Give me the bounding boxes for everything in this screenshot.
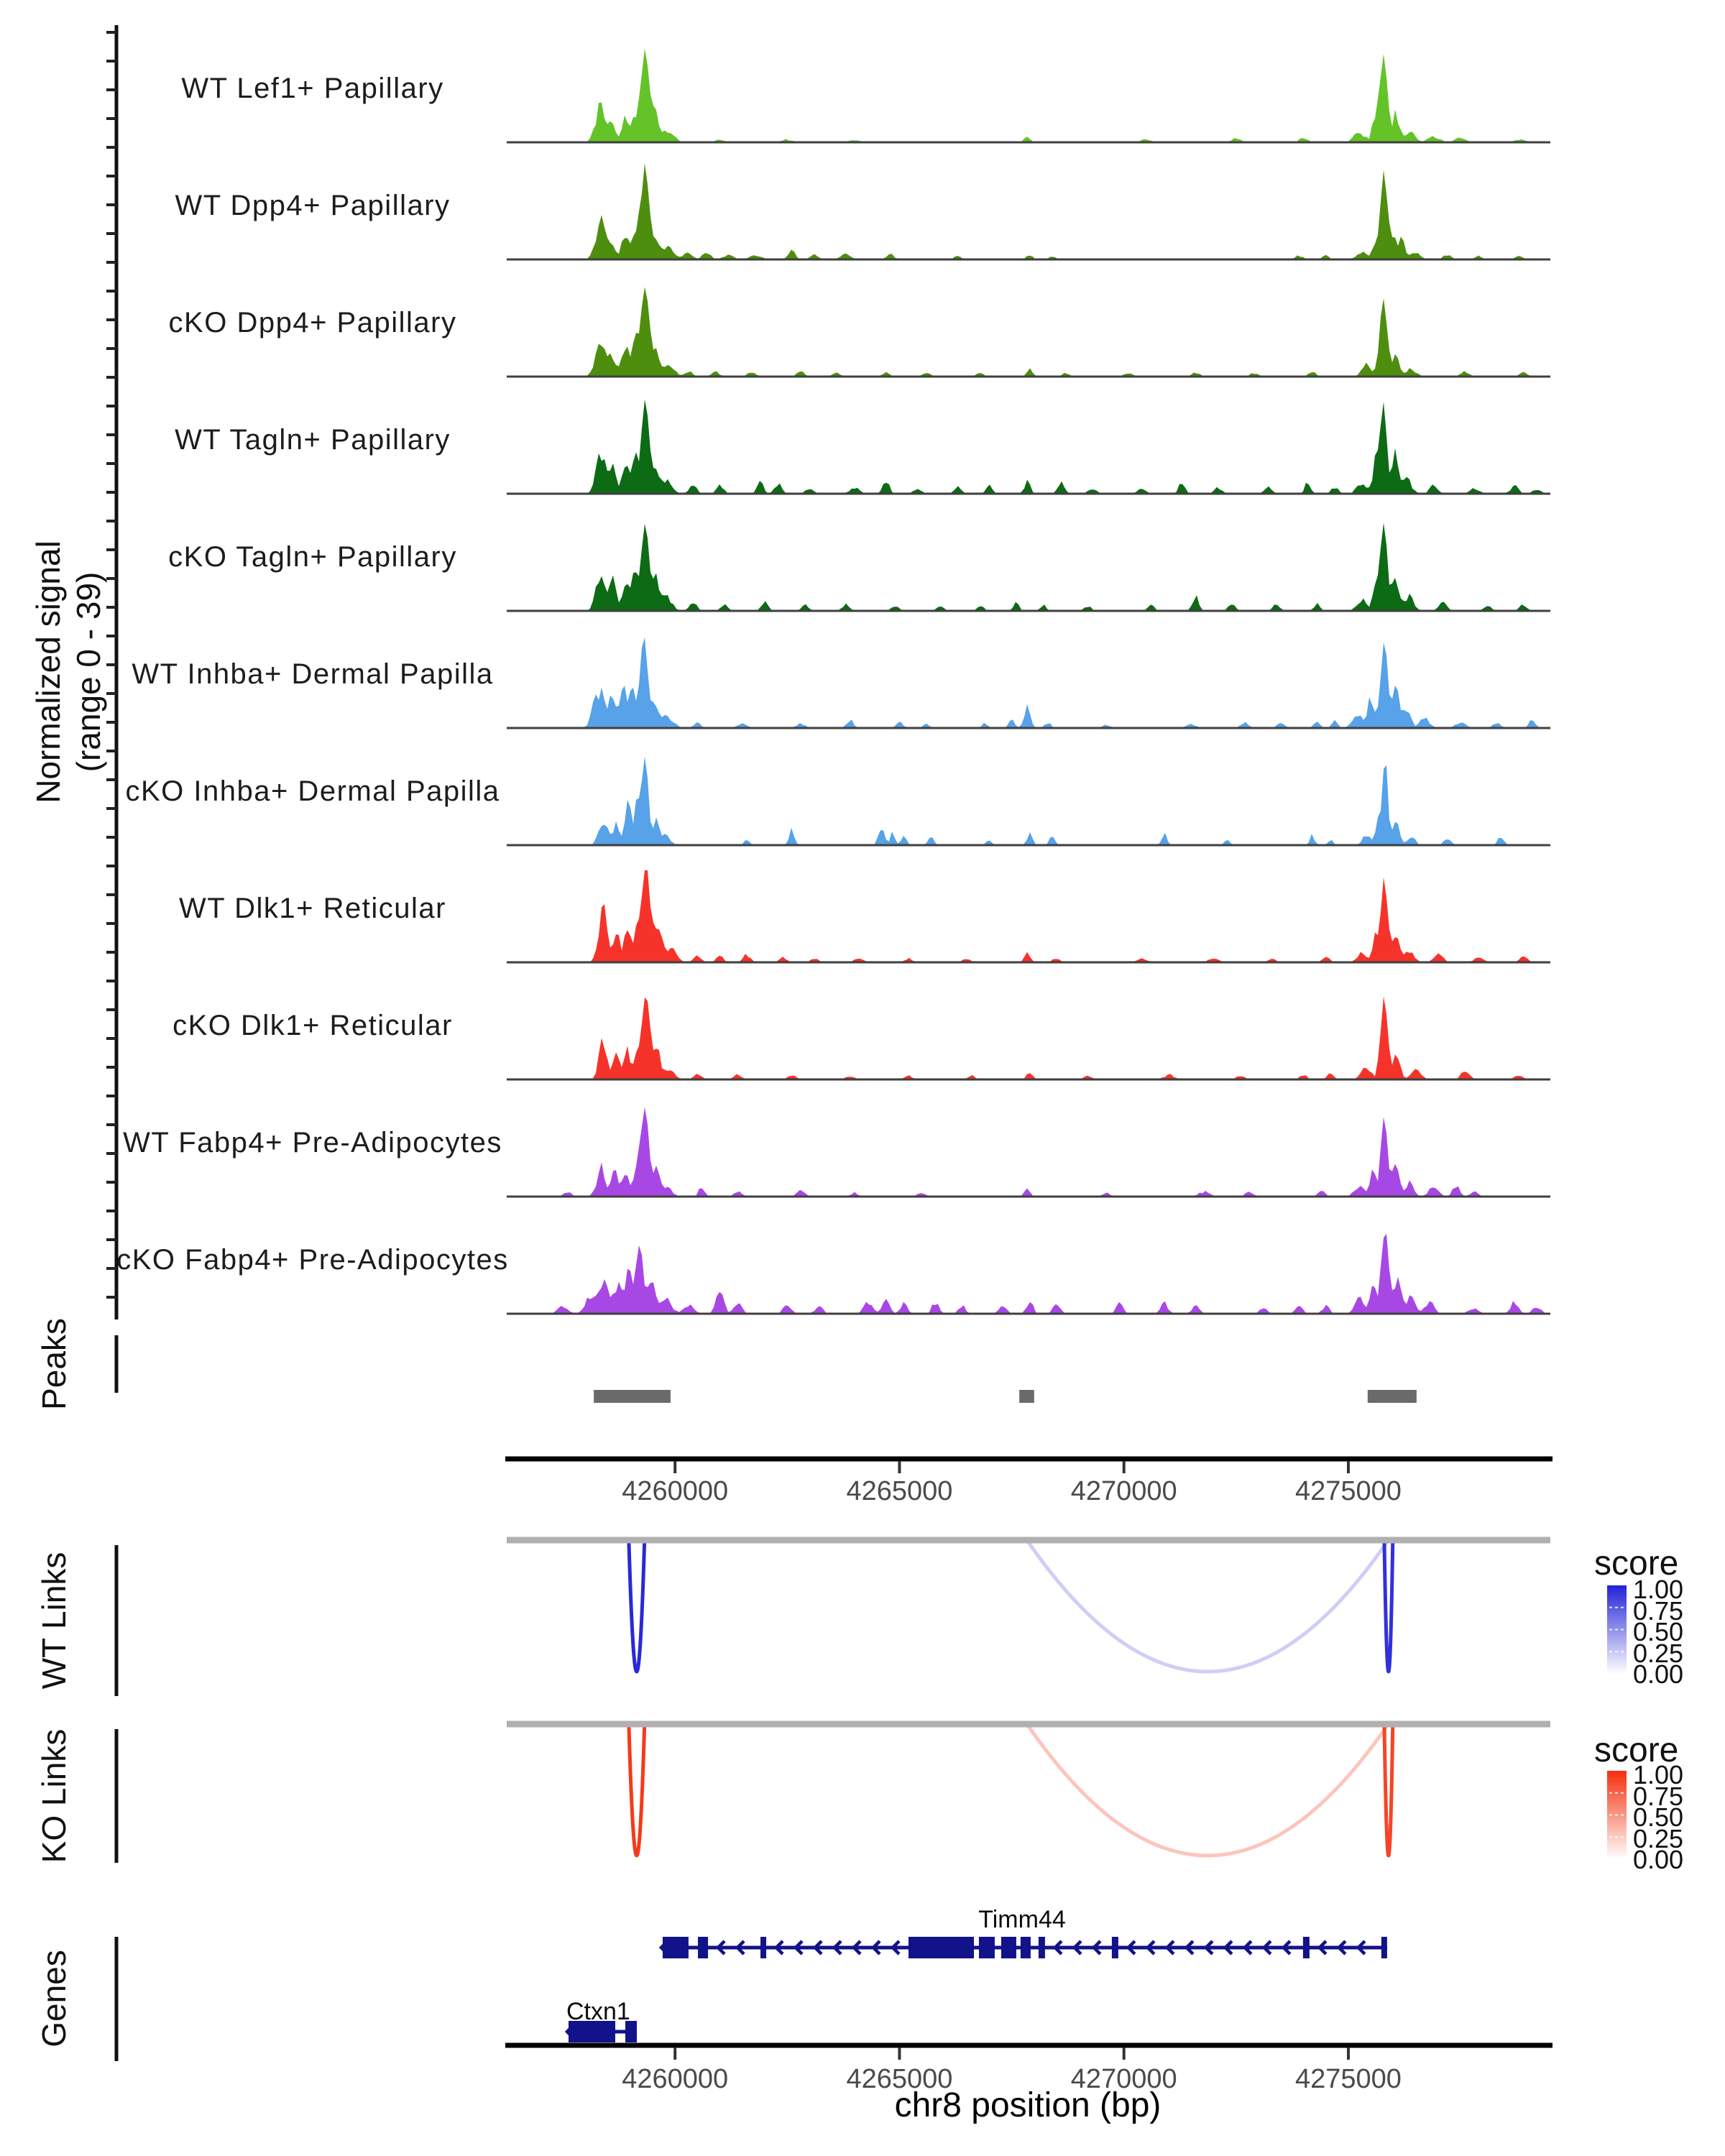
- wt-links-legend-tick-0.75: 0.75: [1633, 1595, 1684, 1626]
- y-axis-label-line1: Normalized signal: [29, 540, 67, 803]
- genes-track: [567, 1937, 1387, 2042]
- ko-links-legend-tick-1.00: 1.00: [1633, 1760, 1684, 1789]
- exon: [1112, 1937, 1118, 1958]
- ko-links-legend-tick-0.00: 0.00: [1633, 1845, 1684, 1874]
- track-label-cko-dpp4-papillary: cKO Dpp4+ Papillary: [168, 307, 457, 338]
- coverage-track-cko-fabp4-pre-adipocytes: [507, 1234, 1550, 1314]
- link-arc: [1384, 1540, 1393, 1672]
- coverage-track-cko-tagln-papillary: [507, 522, 1550, 611]
- genome-axis-tick-4265000: 4265000: [846, 2064, 953, 2094]
- y-axis-label-line2: (range 0 - 39): [70, 571, 107, 773]
- exon: [1039, 1937, 1045, 1958]
- track-label-cko-fabp4-pre-adipocytes: cKO Fabp4+ Pre-Adipocytes: [116, 1244, 509, 1276]
- exon: [1001, 1937, 1016, 1958]
- track-label-cko-inhba-dermal-papilla: cKO Inhba+ Dermal Papilla: [125, 775, 500, 807]
- wt-score-legend-title: score: [1594, 1544, 1679, 1583]
- wt-links-track-label: WT Links: [35, 1552, 73, 1690]
- track-label-wt-fabp4-pre-adipocytes: WT Fabp4+ Pre-Adipocytes: [123, 1127, 502, 1158]
- peak-interval: [1019, 1390, 1034, 1403]
- x-axis-title: chr8 position (bp): [894, 2086, 1162, 2124]
- genes-track-label: Genes: [35, 1950, 73, 2047]
- ko-links-panel: [507, 1724, 1627, 1859]
- exon: [979, 1937, 995, 1958]
- wt-links-legend-tick-0.25: 0.25: [1633, 1638, 1684, 1668]
- link-arc: [1027, 1540, 1389, 1672]
- genome-position-axis: [505, 2045, 1552, 2060]
- wt-links-legend-tick-0.00: 0.00: [1633, 1659, 1684, 1689]
- coverage-track-cko-dpp4-papillary: [507, 287, 1550, 377]
- link-arc: [629, 1540, 645, 1672]
- peaks-axis-tick-4260000: 4260000: [622, 1476, 729, 1506]
- peak-interval: [1368, 1390, 1417, 1403]
- coverage-track-wt-fabp4-pre-adipocytes: [507, 1107, 1550, 1197]
- exon: [760, 1937, 766, 1958]
- gene-model-timm44: [661, 1937, 1387, 1958]
- peaks-axis-tick-4265000: 4265000: [846, 1476, 953, 1506]
- genome-axis-tick-4270000: 4270000: [1070, 2064, 1177, 2094]
- peaks-axis-tick-4275000: 4275000: [1294, 1476, 1402, 1506]
- genome-axis-tick-4275000: 4275000: [1294, 2064, 1402, 2094]
- wt-links-legend-tick-1.00: 1.00: [1633, 1575, 1684, 1604]
- y-axis-label: [28, 540, 109, 803]
- exon: [1303, 1937, 1310, 1958]
- peaks-position-axis: [505, 1459, 1552, 1473]
- ko-links-track-label: KO Links: [35, 1728, 73, 1864]
- ko-links-legend-tick-0.25: 0.25: [1633, 1823, 1684, 1853]
- coverage-track-wt-inhba-dermal-papilla: [507, 637, 1550, 728]
- exon: [1021, 1937, 1031, 1958]
- exon: [1381, 1937, 1387, 1958]
- link-arc: [629, 1724, 645, 1856]
- ko-links-legend-tick-0.75: 0.75: [1633, 1781, 1684, 1811]
- coverage-track-cko-inhba-dermal-papilla: [507, 757, 1550, 845]
- wt-links-legend-tick-0.50: 0.50: [1633, 1617, 1684, 1646]
- link-arc: [1384, 1724, 1393, 1856]
- peaks-track: [594, 1390, 1417, 1403]
- coverage-track-wt-lef1-papillary: [507, 49, 1550, 143]
- exon: [908, 1937, 974, 1958]
- track-label-cko-dlk1-reticular: cKO Dlk1+ Reticular: [172, 1010, 453, 1041]
- gene-label-timm44: Timm44: [978, 1906, 1066, 1933]
- ko-score-legend-title: score: [1594, 1731, 1679, 1769]
- gene-label-ctxn1: Ctxn1: [566, 1998, 630, 2025]
- track-label-wt-lef1-papillary: WT Lef1+ Papillary: [181, 73, 444, 104]
- wt-links-panel: [507, 1540, 1627, 1674]
- ko-links-legend-tick-0.50: 0.50: [1633, 1802, 1684, 1832]
- peaks-track-label: Peaks: [35, 1318, 73, 1410]
- coverage-track-wt-dpp4-papillary: [507, 163, 1550, 259]
- peaks-axis-tick-4270000: 4270000: [1070, 1476, 1177, 1506]
- coverage-track-cko-dlk1-reticular: [507, 996, 1550, 1079]
- genome-axis-tick-4260000: 4260000: [622, 2064, 729, 2094]
- track-label-cko-tagln-papillary: cKO Tagln+ Papillary: [168, 541, 457, 573]
- track-label-wt-inhba-dermal-papilla: WT Inhba+ Dermal Papilla: [132, 658, 494, 690]
- track-label-wt-dlk1-reticular: WT Dlk1+ Reticular: [179, 893, 446, 924]
- coverage-track-wt-tagln-papillary: [507, 400, 1550, 494]
- peak-interval: [594, 1390, 671, 1403]
- track-label-wt-dpp4-papillary: WT Dpp4+ Papillary: [175, 190, 451, 221]
- exon: [698, 1937, 708, 1958]
- track-label-wt-tagln-papillary: WT Tagln+ Papillary: [175, 424, 451, 456]
- link-arc: [1027, 1724, 1389, 1856]
- coverage-track-wt-dlk1-reticular: [507, 870, 1550, 962]
